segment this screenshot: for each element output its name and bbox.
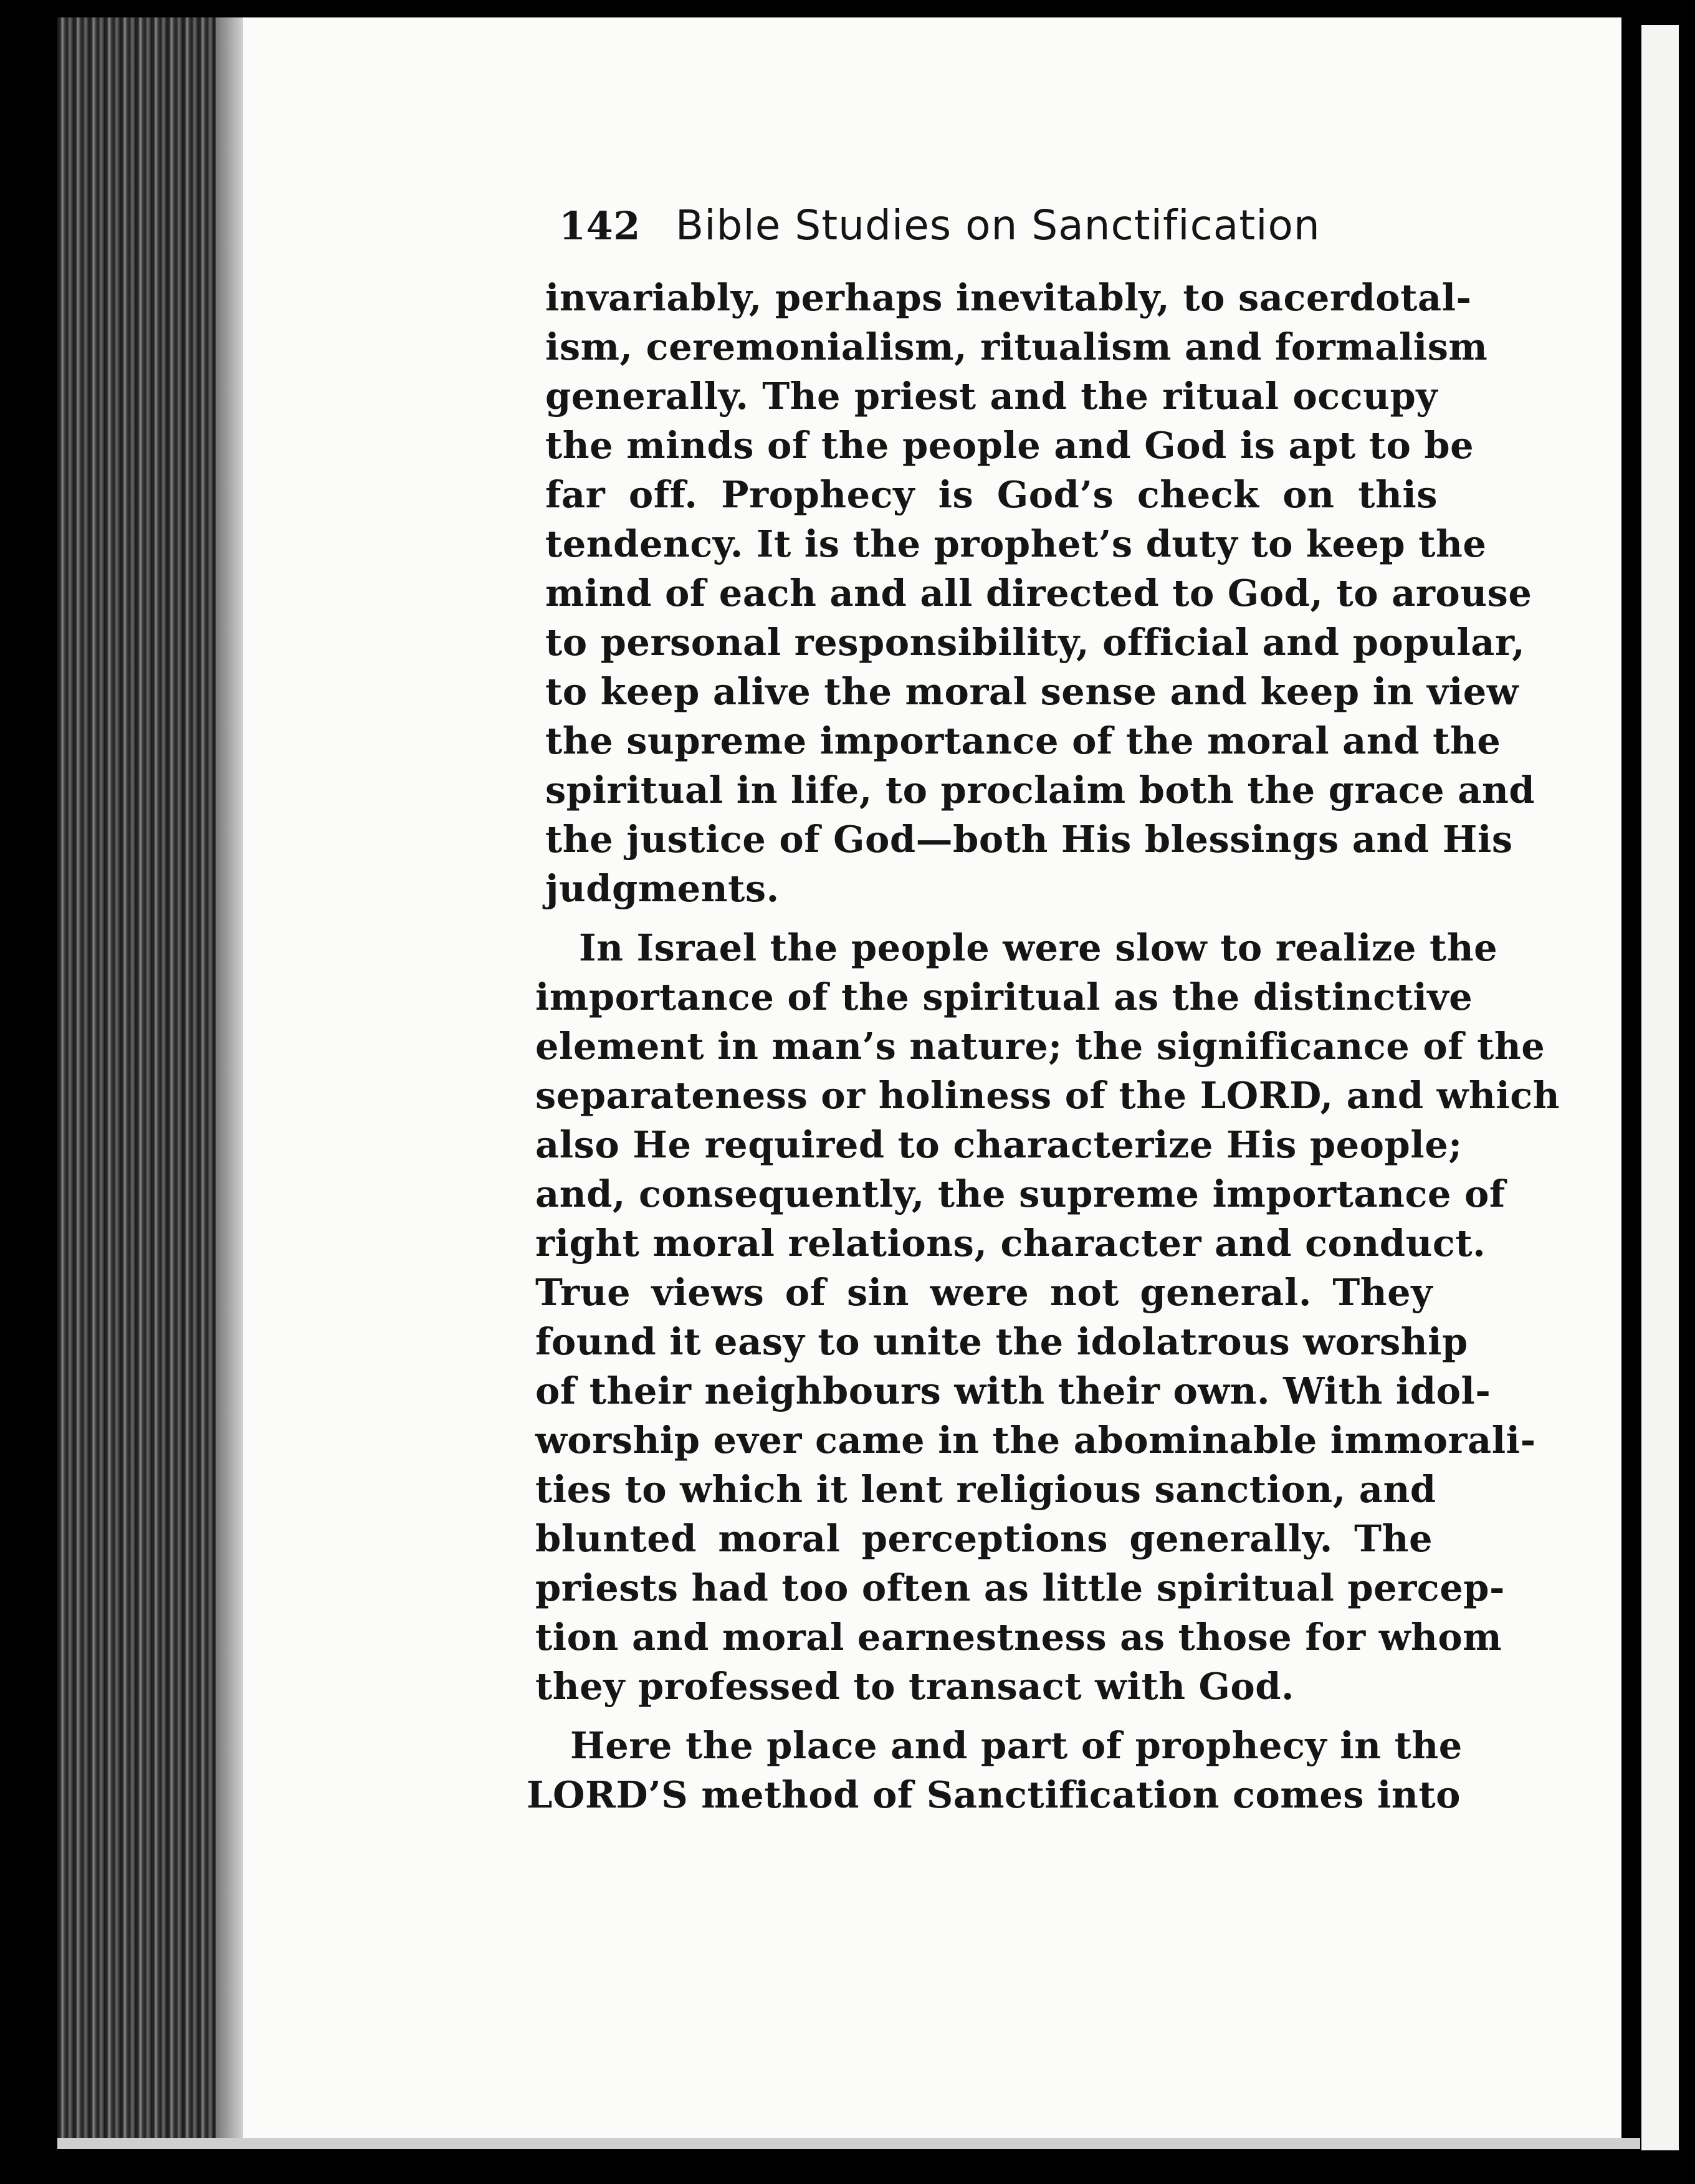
text-line: right moral relations, character and conduct. bbox=[535, 1222, 1486, 1265]
page-gutter-shadow bbox=[216, 17, 244, 2149]
text-line: the supreme importance of the moral and the bbox=[545, 719, 1501, 762]
text-line: they professed to transact with God. bbox=[535, 1665, 1295, 1708]
text-line: judgments. bbox=[545, 867, 780, 910]
paragraph-1 bbox=[545, 273, 1535, 913]
text-line: to keep alive the moral sense and keep in view bbox=[545, 670, 1519, 713]
text-line: element in man’s nature; the significance of the bbox=[535, 1025, 1545, 1068]
paragraph-3 bbox=[527, 1721, 1463, 1819]
page-bottom-edge bbox=[57, 2138, 1640, 2149]
page-header bbox=[559, 201, 1430, 251]
text-line: priests had too often as little spiritual percep- bbox=[535, 1566, 1505, 1609]
text-line: Here the place and part of prophecy in the bbox=[570, 1724, 1463, 1767]
text-line: invariably, perhaps inevitably, to sacerdotal- bbox=[545, 276, 1472, 319]
text-line: LORD’S method of Sanctification comes into bbox=[527, 1773, 1461, 1816]
text-line: tendency. It is the prophet’s duty to keep the bbox=[545, 522, 1487, 565]
page-text bbox=[284, 201, 1560, 1819]
text-line: importance of the spiritual as the distinctive bbox=[535, 975, 1473, 1018]
page-number: 142 bbox=[559, 203, 641, 249]
text-line: far off. Prophecy is God’s check on this bbox=[545, 473, 1438, 516]
text-line: of their neighbours with their own. With idol- bbox=[535, 1369, 1491, 1412]
text-line: mind of each and all directed to God, to arouse bbox=[545, 572, 1532, 615]
text-line: separateness or holiness of the LORD, and which bbox=[535, 1074, 1560, 1117]
text-line: the minds of the people and God is apt to be bbox=[545, 424, 1474, 467]
text-line: also He required to characterize His people; bbox=[535, 1123, 1463, 1166]
text-line: generally. The priest and the ritual occupy bbox=[545, 375, 1438, 418]
text-line: the justice of God—both His blessings and His bbox=[545, 818, 1513, 861]
text-line: ties to which it lent religious sanction, and bbox=[535, 1468, 1436, 1511]
text-line: tion and moral earnestness as those for whom bbox=[535, 1616, 1502, 1659]
text-line: and, consequently, the supreme importance of bbox=[535, 1172, 1506, 1215]
text-line: In Israel the people were slow to realize the bbox=[579, 926, 1498, 969]
text-line: blunted moral perceptions generally. The bbox=[535, 1517, 1433, 1560]
book-page-edges bbox=[57, 17, 244, 2149]
running-title: Bible Studies on Sanctification bbox=[675, 201, 1320, 249]
text-line: True views of sin were not general. They bbox=[535, 1271, 1433, 1314]
text-line: spiritual in life, to proclaim both the grace and bbox=[545, 769, 1535, 812]
paragraph-2 bbox=[535, 923, 1560, 1711]
text-line: to personal responsibility, official and popular, bbox=[545, 621, 1526, 664]
facing-page-edge bbox=[1641, 25, 1679, 2150]
text-line: worship ever came in the abominable immorali- bbox=[535, 1419, 1536, 1462]
text-line: ism, ceremonialism, ritualism and formalism bbox=[545, 325, 1488, 368]
text-line: found it easy to unite the idolatrous worship bbox=[535, 1320, 1468, 1363]
